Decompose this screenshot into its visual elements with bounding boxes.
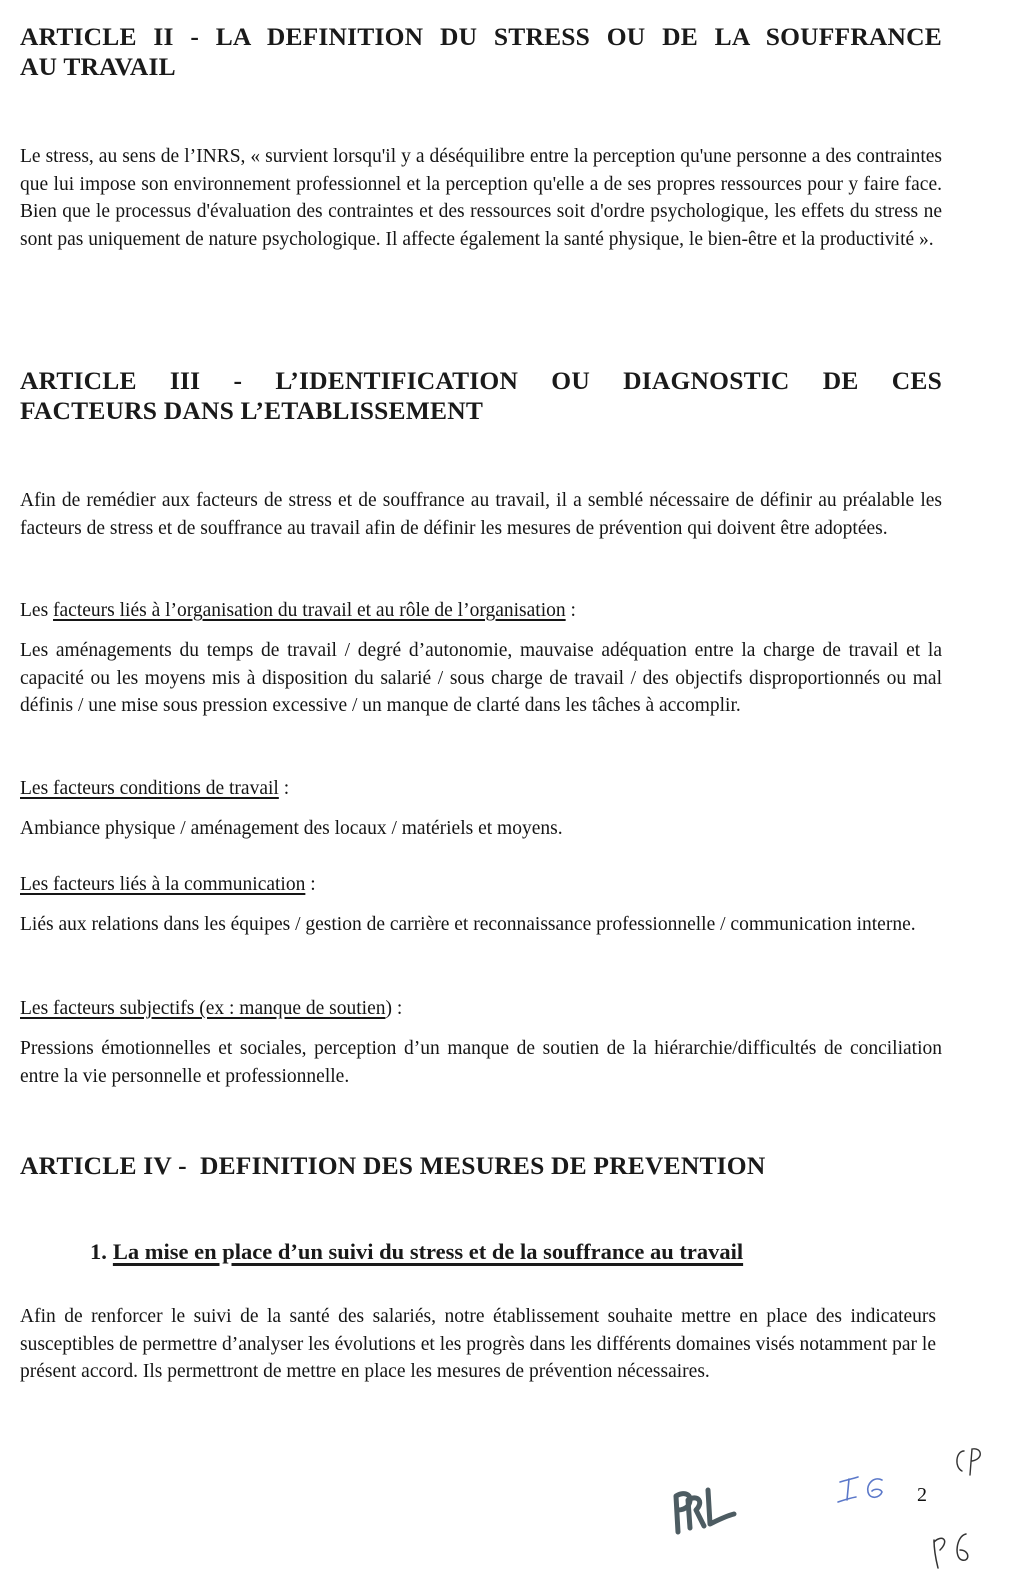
factor-label-underlined: Les facteurs subjectifs (ex : manque de soutien: [20, 998, 386, 1019]
factor-label-prefix: Les: [20, 600, 54, 621]
article-2-heading-line1: ARTICLE II - LA DEFINITION DU STRESS OU DE LA SOUFFRANCE: [20, 22, 942, 51]
factor-label-underlined: Les facteurs liés à la communication: [20, 874, 306, 895]
factor-organisation-text: Les aménagements du temps de travail / degré d’autonomie, mauvaise adéquation entre la charge de travail et la capacité ou les moyens mis à disposition du salarié / sous charge de travail / des objectifs disproportionnés ou mal définis / une mise sous pression excessive / un manque de clarté dans les tâches à accomplir.: [20, 640, 942, 716]
article-2-paragraph: Le stress, au sens de l’INRS, « survient lorsqu'il y a déséquilibre entre la perception qu'une personne a des contraintes que lui impose son environnement professionnel et la perception qu'elle a de ses propres ressources pour y faire face. Bien que le processus d'évaluation des contraintes et des ressources soit d'ordre psychologique, les effets du stress ne sont pas uniquement de nature psychologique. Il affecte également la santé physique, le bien-être et la productivité ».: [20, 146, 942, 250]
factor-label-underlined: facteurs liés à l’organisation du travail et au rôle de l’organisation: [53, 600, 566, 621]
article-2-body: [20, 143, 942, 253]
factor-label-suffix: :: [305, 874, 316, 895]
article-3-heading-line1: ARTICLE III - L’IDENTIFICATION OU DIAGNOSTIC DE CES: [20, 366, 942, 395]
handwritten-initials-prl-icon: [670, 1480, 740, 1540]
factor-conditions-label: [20, 775, 942, 802]
article-2-heading-line2: AU TRAVAIL: [20, 52, 176, 81]
factor-conditions: [20, 775, 942, 802]
factor-label-underlined: Les facteurs conditions de travail: [20, 778, 279, 799]
factor-subjective-body: [20, 1035, 942, 1090]
factor-communication: [20, 871, 942, 898]
factor-organisation-body: [20, 637, 942, 720]
article-4-heading: [20, 1151, 942, 1181]
article-3-intro: [20, 487, 942, 542]
handwritten-initials-p6-icon: [930, 1528, 976, 1572]
factor-label-suffix: ) :: [385, 998, 403, 1019]
factor-conditions-text: Ambiance physique / aménagement des locaux / matériels et moyens.: [20, 818, 563, 839]
factor-conditions-body: [20, 815, 942, 843]
section-1-body: [20, 1303, 936, 1386]
section-1-heading: [90, 1238, 743, 1266]
factor-communication-body: [20, 911, 942, 939]
factor-communication-label: [20, 871, 942, 898]
section-number: 1.: [90, 1239, 107, 1264]
factor-subjective: [20, 995, 942, 1022]
factor-communication-text: Liés aux relations dans les équipes / gestion de carrière et reconnaissance professionnelle / communication interne.: [20, 914, 916, 935]
factor-label-suffix: :: [565, 600, 576, 621]
article-3-heading-line2: FACTEURS DANS L’ETABLISSEMENT: [20, 396, 484, 425]
article-3-intro-paragraph: Afin de remédier aux facteurs de stress et de souffrance au travail, il a semblé nécessaire de définir au préalable les facteurs de stress et de souffrance au travail afin de définir les mesures de prévention qui doivent être adoptées.: [20, 490, 942, 539]
section-title: La mise en place d’un suivi du stress et de la souffrance au travail: [112, 1239, 744, 1264]
factor-subjective-label: [20, 995, 942, 1022]
page-number: 2: [917, 1484, 927, 1506]
section-1-paragraph: Afin de renforcer le suivi de la santé des salariés, notre établissement souhaite mettre en place des indicateurs susceptibles de permettre d’analyser les évolutions et les progrès dans les différents domaines visés notamment par le présent accord. Ils permettront de mettre en place les mesures de prévention nécessaires.: [20, 1306, 936, 1382]
handwritten-initials-ig-icon: [836, 1472, 896, 1506]
article-3-heading: [20, 366, 942, 426]
handwritten-initials-cp-icon: [950, 1445, 986, 1481]
article-2-heading: [20, 22, 942, 82]
factor-label-suffix: :: [278, 778, 290, 799]
factor-subjective-text: Pressions émotionnelles et sociales, perception d’un manque de soutien de la hiérarchie/difficultés de conciliation entre la vie personnelle et professionnelle.: [20, 1038, 942, 1087]
factor-organisation-label: [20, 597, 942, 624]
article-4-heading-line1: ARTICLE IV - DEFINITION DES MESURES DE PREVENTION: [20, 1151, 766, 1180]
factor-organisation: [20, 597, 942, 624]
